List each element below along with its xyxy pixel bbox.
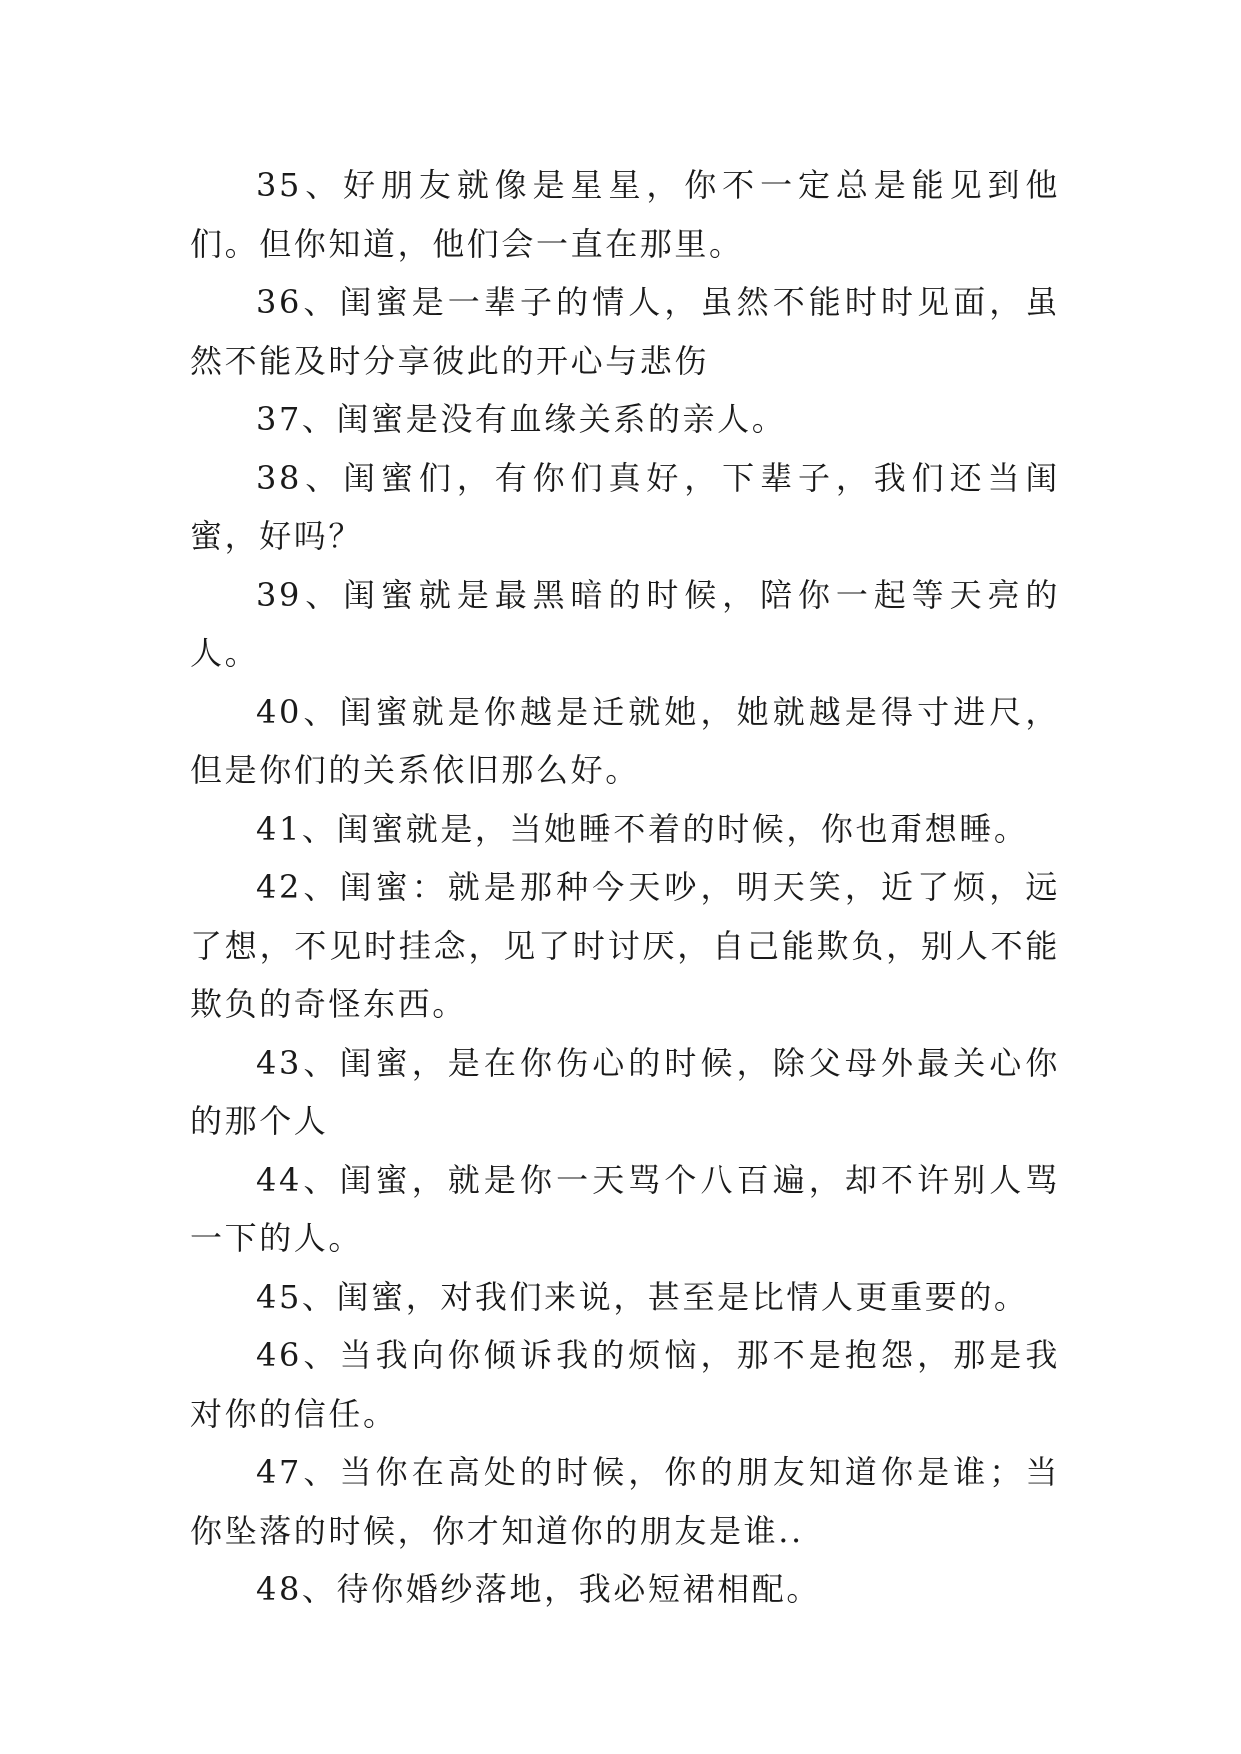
paragraph-43: 43、闺蜜，是在你伤心的时候，除父母外最关心你的那个人 [190, 1043, 1060, 1140]
paragraph-45: 45、闺蜜，对我们来说，甚至是比情人更重要的。 [256, 1277, 1029, 1316]
paragraph-41: 41、闺蜜就是，当她睡不着的时候，你也甭想睡。 [256, 809, 1029, 848]
paragraph-35: 35、好朋友就像是星星，你不一定总是能见到他们。但你知道，他们会一直在那里。 [190, 166, 1060, 263]
paragraph-39: 39、闺蜜就是最黑暗的时候，陪你一起等天亮的人。 [190, 575, 1060, 672]
paragraph-44: 44、闺蜜，就是你一天骂个八百遍，却不许别人骂一下的人。 [190, 1160, 1060, 1257]
paragraph-48: 48、待你婚纱落地，我必短裙相配。 [256, 1570, 821, 1608]
paragraph-47: 47、当你在高处的时候，你的朋友知道你是谁；当你坠落的时候，你才知道你的朋友是谁.. [190, 1453, 1060, 1550]
paragraph-46: 46、当我向你倾诉我的烦恼，那不是抱怨，那是我对你的信任。 [190, 1336, 1060, 1433]
paragraph-40: 40、闺蜜就是你越是迁就她，她就越是得寸进尺，但是你们的关系依旧那么好。 [190, 692, 1060, 789]
paragraph-38: 38、闺蜜们，有你们真好，下辈子，我们还当闺蜜，好吗？ [190, 458, 1060, 555]
document-body [190, 156, 1060, 1619]
paragraph-37: 37、闺蜜是没有血缘关系的亲人。 [256, 400, 787, 438]
paragraph-42: 42、闺蜜：就是那种今天吵，明天笑，近了烦，远了想，不见时挂念，见了时讨厌，自己能欺负，别人不能欺负的奇怪东西。 [190, 868, 1060, 1023]
paragraph-36: 36、闺蜜是一辈子的情人，虽然不能时时见面，虽然不能及时分享彼此的开心与悲伤 [190, 283, 1060, 380]
